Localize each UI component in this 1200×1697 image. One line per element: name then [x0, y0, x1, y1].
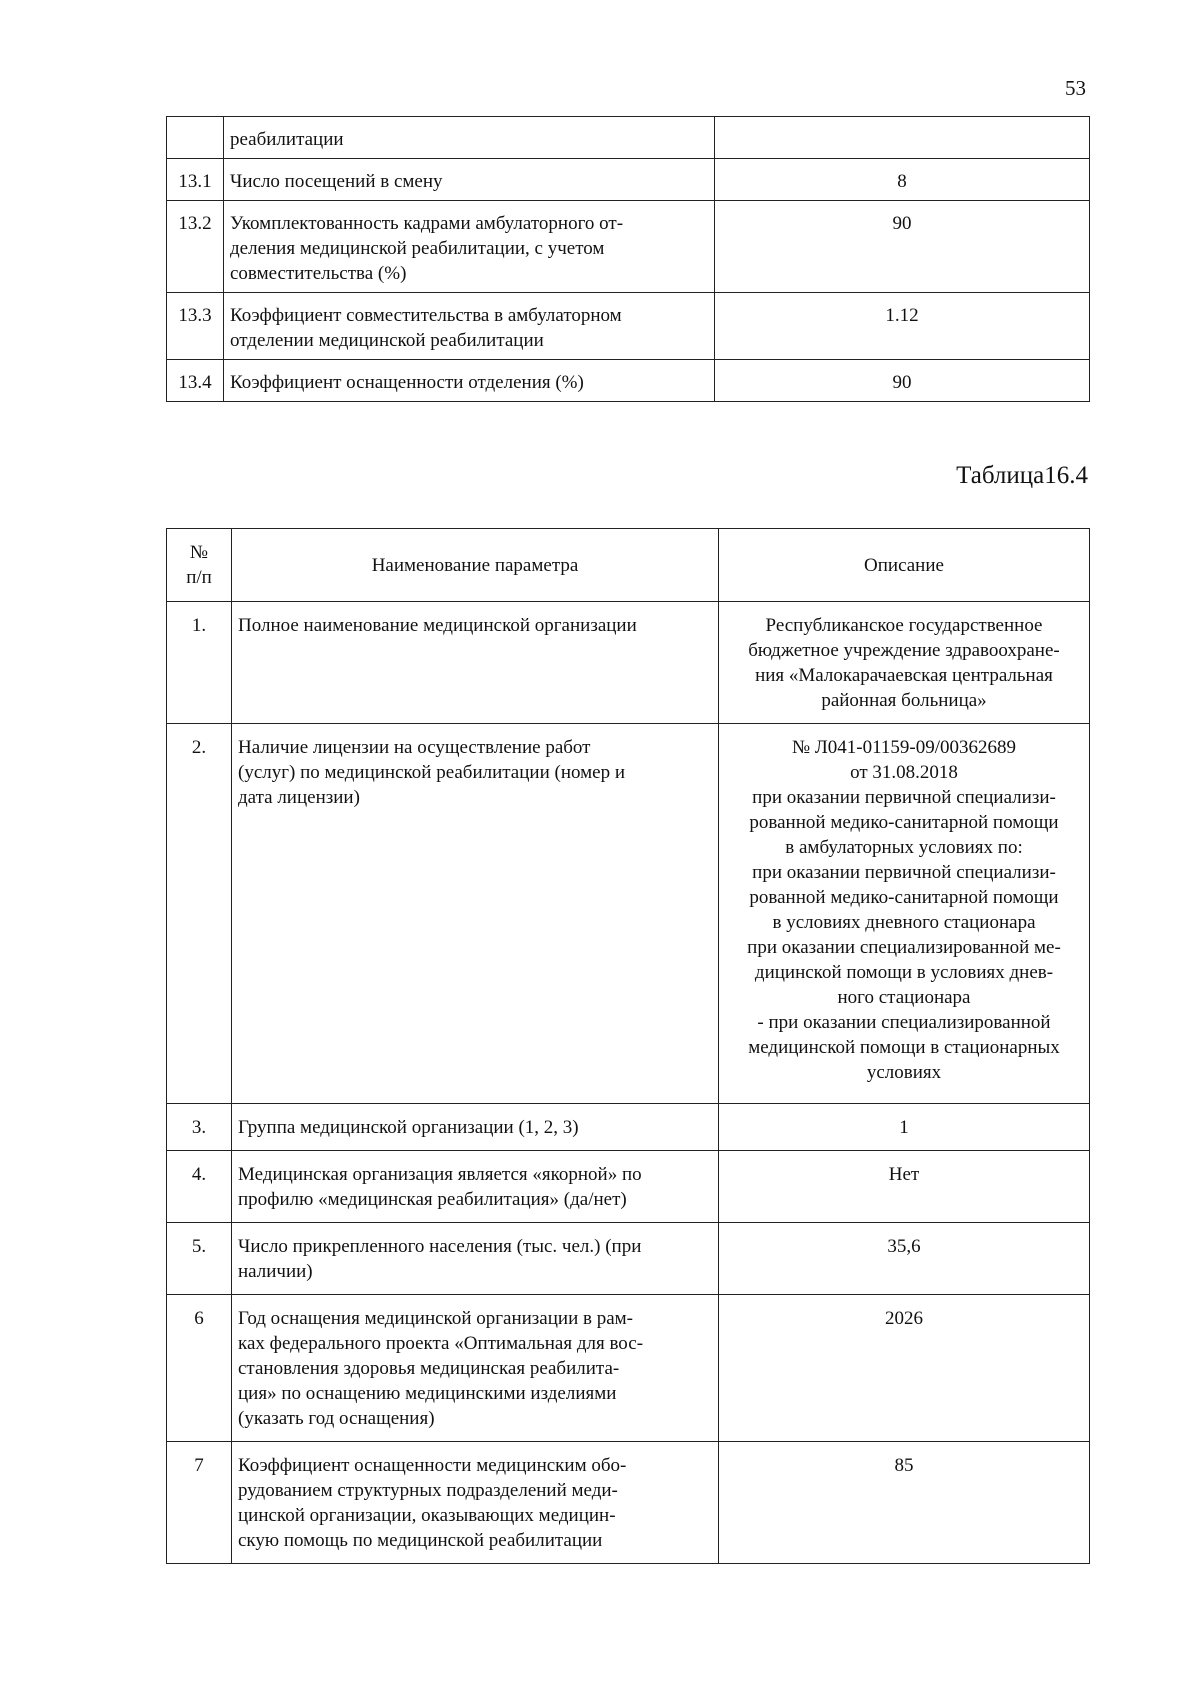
- row-parameter-line: Наличие лицензии на осуществление работ: [238, 737, 591, 758]
- table-row: [167, 602, 1090, 724]
- parameters-table: [166, 528, 1090, 1564]
- table-caption: Таблица16.4: [956, 462, 1088, 489]
- row-description-line: дицинской помощи в условиях днев-: [754, 962, 1054, 983]
- row-number: 3.: [167, 1104, 232, 1151]
- table-row: [167, 117, 1090, 159]
- row-number: 7: [167, 1442, 232, 1564]
- table-row: [167, 1442, 1090, 1564]
- row-description: [719, 602, 1090, 724]
- header-number-line2: п/п: [186, 567, 212, 588]
- row-parameter: [224, 159, 715, 201]
- row-parameter-line: наличии): [238, 1261, 313, 1282]
- row-number: 13.1: [167, 159, 224, 201]
- row-description-line: районная больница»: [821, 690, 987, 711]
- row-description-line: 85: [894, 1455, 914, 1476]
- row-parameter-line: Число посещений в смену: [230, 171, 443, 192]
- table-row: [167, 159, 1090, 201]
- row-number: 1.: [167, 602, 232, 724]
- row-value: 90: [715, 360, 1090, 402]
- table-header-row: [167, 529, 1090, 602]
- row-parameter: [224, 201, 715, 293]
- row-description: [719, 1151, 1090, 1223]
- table-row: [167, 360, 1090, 402]
- row-parameter-line: рудованием структурных подразделений меди-: [238, 1480, 618, 1501]
- page-number: 53: [1065, 76, 1086, 100]
- row-description-line: условиях: [866, 1062, 942, 1083]
- row-parameter-line: ках федерального проекта «Оптимальная для вос-: [238, 1333, 644, 1354]
- row-description-line: рованной медико-санитарной помощи: [749, 887, 1059, 908]
- row-number: 2.: [167, 724, 232, 1104]
- row-parameter-line: становления здоровья медицинская реабилита-: [238, 1358, 620, 1379]
- row-description-line: 1: [899, 1117, 909, 1138]
- row-parameter-line: Число прикрепленного населения (тыс. чел.) (при: [238, 1236, 642, 1257]
- table-row: [167, 1104, 1090, 1151]
- row-parameter-line: Коэффициент оснащенности медицинским обо-: [238, 1455, 627, 1476]
- row-parameter: [224, 360, 715, 402]
- table-row: [167, 724, 1090, 1104]
- row-description-line: при оказании первичной специализи-: [752, 862, 1056, 883]
- row-number: 5.: [167, 1223, 232, 1295]
- row-description: [719, 1104, 1090, 1151]
- row-description-line: № Л041-01159-09/00362689: [792, 737, 1016, 758]
- row-description: [719, 1295, 1090, 1442]
- row-parameter-line: скую помощь по медицинской реабилитации: [238, 1530, 603, 1551]
- header-description: Описание: [719, 529, 1090, 602]
- row-number: 13.3: [167, 293, 224, 360]
- row-number: 13.2: [167, 201, 224, 293]
- row-value: 90: [715, 201, 1090, 293]
- row-number: 13.4: [167, 360, 224, 402]
- row-value: 1.12: [715, 293, 1090, 360]
- row-parameter-line: Группа медицинской организации (1, 2, 3): [238, 1117, 579, 1138]
- row-description: [719, 1223, 1090, 1295]
- row-description-line: - при оказании специализированной: [757, 1012, 1051, 1033]
- row-description-line: в амбулаторных условиях по:: [785, 837, 1023, 858]
- row-parameter-line: деления медицинской реабилитации, с учетом: [230, 238, 605, 259]
- row-parameter-line: ция» по оснащению медицинскими изделиями: [238, 1383, 617, 1404]
- header-number-line1: №: [189, 542, 209, 563]
- row-description-line: при оказании специализированной ме-: [747, 937, 1061, 958]
- row-parameter-line: (указать год оснащения): [238, 1408, 435, 1429]
- row-description-line: бюджетное учреждение здравоохране-: [748, 640, 1060, 661]
- row-parameter-line: Коэффициент оснащенности отделения (%): [230, 372, 584, 393]
- row-parameter-line: Медицинская организация является «якорной» по: [238, 1164, 642, 1185]
- row-parameter: [232, 1151, 719, 1223]
- row-description-line: медицинской помощи в стационарных: [748, 1037, 1060, 1058]
- row-parameter-line: реабилитации: [230, 129, 344, 150]
- table-row: [167, 293, 1090, 360]
- continuation-table: [166, 116, 1090, 402]
- row-parameter: [224, 293, 715, 360]
- row-parameter: [232, 1295, 719, 1442]
- row-parameter-line: Коэффициент совместительства в амбулаторном: [230, 305, 622, 326]
- row-parameter-line: профилю «медицинская реабилитация» (да/нет): [238, 1189, 627, 1210]
- row-description: [719, 724, 1090, 1104]
- row-number: [167, 117, 224, 159]
- row-parameter-line: совместительства (%): [230, 263, 407, 284]
- row-description: [719, 1442, 1090, 1564]
- row-parameter-line: Год оснащения медицинской организации в рам-: [238, 1308, 634, 1329]
- row-number: 4.: [167, 1151, 232, 1223]
- header-number: [167, 529, 232, 602]
- table-row: [167, 201, 1090, 293]
- row-description-line: в условиях дневного стационара: [772, 912, 1036, 933]
- row-description-line: Нет: [888, 1164, 920, 1185]
- row-description-line: от 31.08.2018: [850, 762, 958, 783]
- row-parameter: [232, 602, 719, 724]
- row-description-line: 35,6: [887, 1236, 921, 1257]
- row-parameter: [232, 1223, 719, 1295]
- header-parameter-name: Наименование параметра: [232, 529, 719, 602]
- table-row: [167, 1223, 1090, 1295]
- row-description-line: Республиканское государственное: [765, 615, 1043, 636]
- row-parameter: [224, 117, 715, 159]
- row-parameter-line: (услуг) по медицинской реабилитации (номер и: [238, 762, 626, 783]
- row-parameter-line: отделении медицинской реабилитации: [230, 330, 544, 351]
- row-description-line: при оказании первичной специализи-: [752, 787, 1056, 808]
- table-row: [167, 1151, 1090, 1223]
- row-number: 6: [167, 1295, 232, 1442]
- row-parameter-line: дата лицензии): [238, 787, 360, 808]
- row-value: [715, 117, 1090, 159]
- row-parameter: [232, 1104, 719, 1151]
- row-parameter-line: цинской организации, оказывающих медицин-: [238, 1505, 616, 1526]
- row-description-line: рованной медико-санитарной помощи: [749, 812, 1059, 833]
- row-value: 8: [715, 159, 1090, 201]
- row-description-line: ния «Малокарачаевская центральная: [755, 665, 1053, 686]
- table-row: [167, 1295, 1090, 1442]
- row-parameter-line: Полное наименование медицинской организации: [238, 615, 637, 636]
- row-parameter: [232, 1442, 719, 1564]
- row-description-line: 2026: [885, 1308, 923, 1329]
- row-parameter: [232, 724, 719, 1104]
- row-description-line: ного стационара: [837, 987, 971, 1008]
- row-parameter-line: Укомплектованность кадрами амбулаторного от-: [230, 213, 624, 234]
